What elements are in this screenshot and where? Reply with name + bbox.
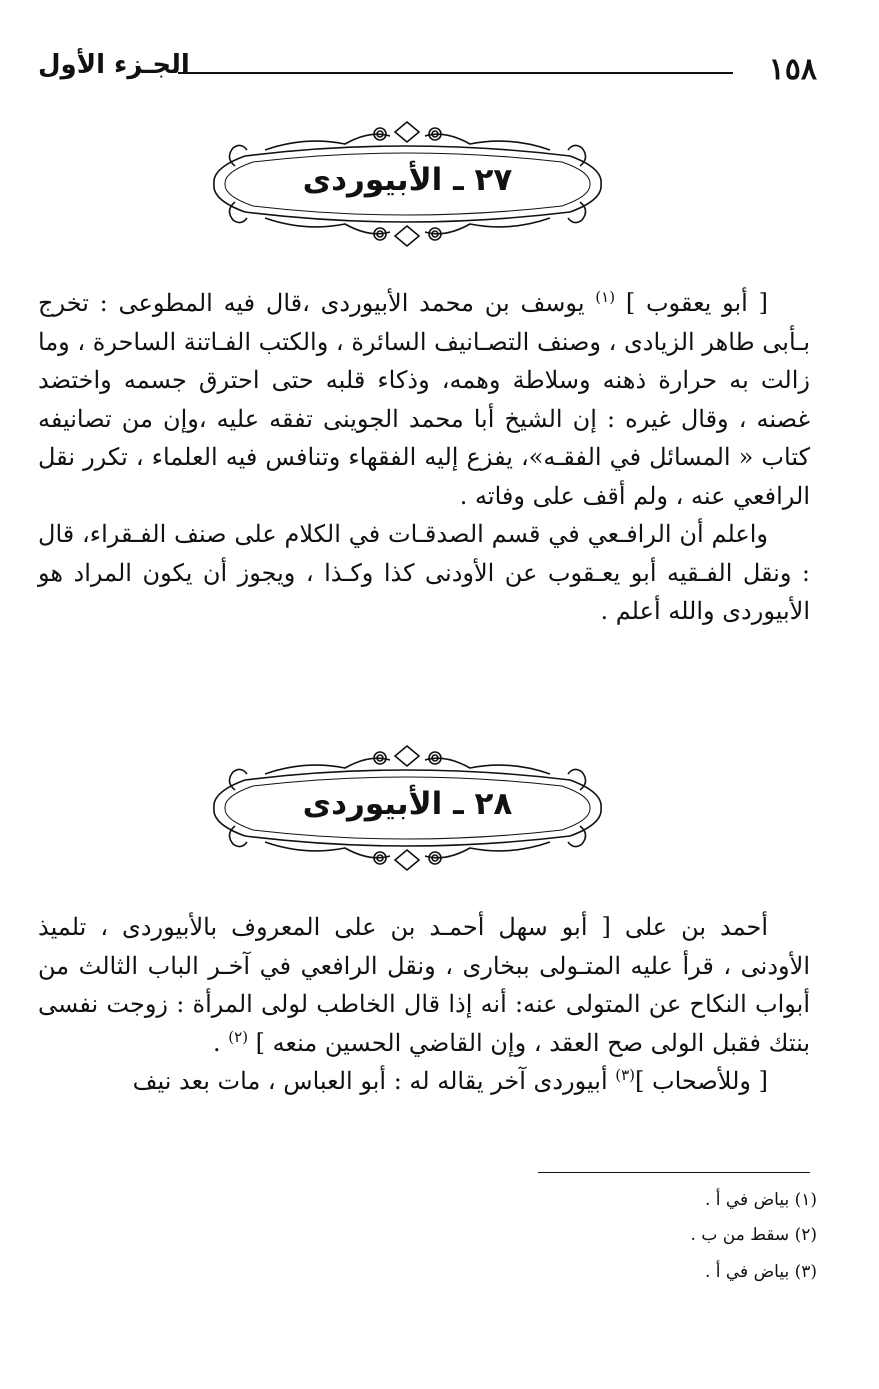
paragraph-text: أبيوردى آخر يقاله له : أبو العباس ، مات بعد نيف <box>132 1067 616 1095</box>
footnote: (١) بياض في أ . <box>704 1190 817 1210</box>
paragraph <box>38 515 810 631</box>
footnote: (٣) بياض في أ . <box>704 1262 817 1282</box>
paragraph-text: واعلم أن الرافـعي في قسم الصدقـات في الكلام على صنف الفـقراء، قال : ونقل الفـقيه أبو يعـقوب عن الأودنى كذا وكـذا ، ويجوز أن يكون المراد هو الأبيوردى والله أعلم . <box>38 520 810 625</box>
page-number: ١٥٨ <box>768 52 817 87</box>
footnote-rule <box>538 1172 810 1173</box>
footnote-ref: (٣) <box>615 1066 636 1084</box>
paragraph-text: [ وللأصحاب ] <box>635 1067 768 1095</box>
section-body <box>38 284 810 631</box>
footnote-ref: (٢) <box>228 1027 249 1046</box>
footnote-ref: (١) <box>595 288 616 306</box>
paragraph <box>38 1062 810 1101</box>
footnote: (٢) سقط من ب . <box>690 1225 817 1245</box>
paragraph-text: أحمد بن على [ أبو سهل أحمـد بن على المعروف بالأبيوردى ، تلميذ الأودنى ، قرأ عليه المتـولى ببخارى ، ونقل الرافعي في آخـر الباب الثالث من أبواب النكاح عن المتولى عنه: أنه إذا قال الخاطب لولى المرأة : زوجت نفسى بنتك فقبل الولى صح العقد ، وإن القاضي الحسين منعه ] <box>38 913 810 1057</box>
volume-title: الجـزء الأول <box>38 50 190 80</box>
section-heading: ٢٨ ـ الأبيوردى <box>302 786 513 822</box>
paragraph <box>38 284 810 515</box>
paragraph-text: يوسف بن محمد الأبيوردى ،قال فيه المطوعى : تخرج بـأبى طاهر الزيادى ، وصنف التصـانيف السائرة ، والكتب الفـاتنة الساحرة ، وما زالت به حرارة ذهنه وسلاطة وهمه، وذكاء قلبه حتى احترق جسمه واختضد غصنه ، وقال غيره : إن الشيخ أبا محمد الجوينى تفقه عليه ،وإن من تصانيفه كتاب « المسائل في الفقـه»، يفزع إليه الفقهاء وتنافس فيه العلماء ، تكرر نقل الرافعي عنه ، ولم أقف على وفاته . <box>38 289 810 510</box>
paragraph-text: [ أبو يعقوب ] <box>615 289 768 317</box>
section-heading-frame <box>205 118 610 248</box>
paragraph-text: . <box>213 1028 229 1057</box>
section-body <box>38 908 810 1101</box>
paragraph <box>38 908 810 1062</box>
section-heading-frame <box>205 742 610 872</box>
section-heading: ٢٧ ـ الأبيوردى <box>302 162 513 198</box>
header-rule <box>178 72 733 74</box>
